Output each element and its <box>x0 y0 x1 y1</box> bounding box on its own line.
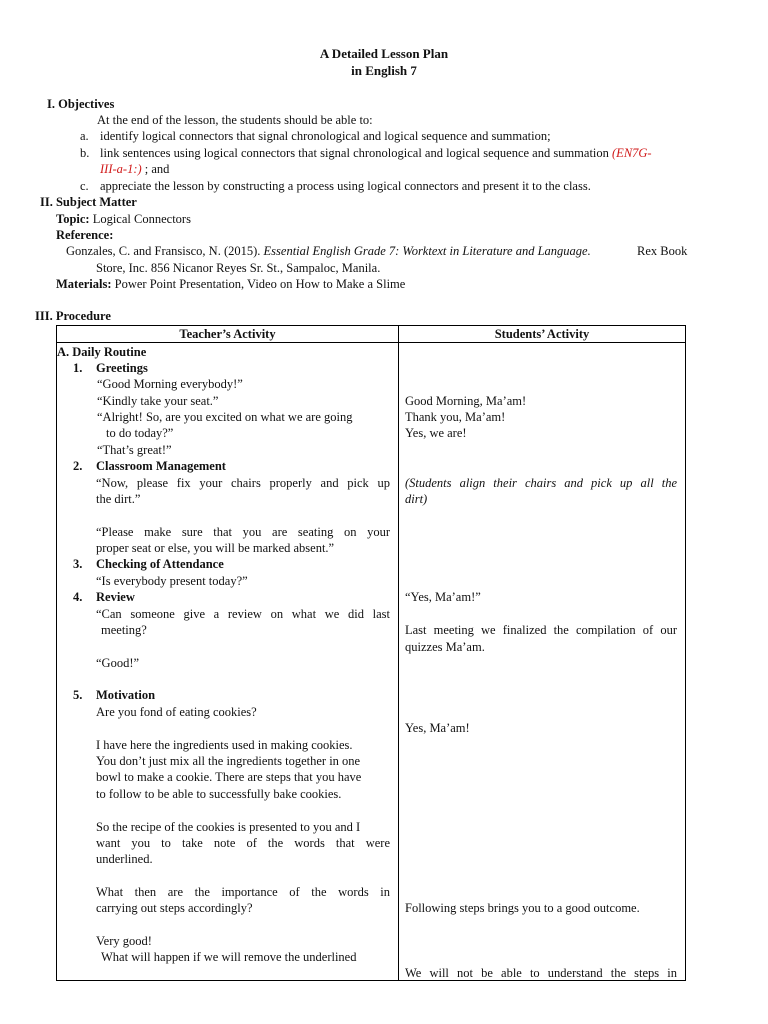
motivation-heading: Motivation <box>96 688 156 702</box>
teacher-motivation-5: Very good! <box>96 934 152 948</box>
topic-label: Topic: <box>56 212 90 226</box>
teacher-greeting-3a: “Alright! So, are you excited on what we are going <box>97 410 353 424</box>
daily-routine-heading: A. Daily Routine <box>57 345 147 359</box>
teacher-activity-header: Teacher’s Activity <box>57 326 399 343</box>
reference-publisher-a: Rex Book <box>637 244 688 258</box>
objective-a-text: identify logical connectors that signal chronological and logical sequence and summation; <box>100 129 551 143</box>
student-cm-1b: dirt) <box>405 492 428 506</box>
student-greeting-2: Thank you, Ma’am! <box>405 410 506 424</box>
objective-b-tail: ; and <box>141 162 170 176</box>
attendance-number: 3. <box>73 557 83 571</box>
teacher-activity-cell <box>57 343 399 981</box>
teacher-motivation-1: Are you fond of eating cookies? <box>96 705 257 719</box>
teacher-motivation-3b: want you to take note of the words that were <box>96 836 390 850</box>
document-title <box>0 46 768 79</box>
review-number: 4. <box>73 590 83 604</box>
reference-authors: Gonzales, C. and Fransisco, N. (2015). <box>66 244 261 258</box>
teacher-cm-2a: “Please make sure that you are seating on your <box>96 525 390 539</box>
materials-value: Power Point Presentation, Video on How to Make a Slime <box>114 277 406 291</box>
teacher-motivation-2b: You don’t just mix all the ingredients together in one <box>96 754 361 768</box>
student-attendance-1: “Yes, Ma’am!” <box>405 590 481 604</box>
teacher-motivation-2c: bowl to make a cookie. There are steps that you have <box>96 770 362 784</box>
curriculum-code-part1: (EN7G- <box>612 146 652 160</box>
curriculum-code-part2: III-a-1:) <box>100 162 142 176</box>
reference-publisher-b: Store, Inc. 856 Nicanor Reyes Sr. St., Sampaloc, Manila. <box>96 261 381 275</box>
students-activity-cell <box>399 343 686 981</box>
teacher-greeting-3b: to do today?” <box>106 426 174 440</box>
objective-a-marker: a. <box>80 129 89 143</box>
reference-label: Reference: <box>56 228 114 242</box>
teacher-attendance-1: “Is everybody present today?” <box>96 574 248 588</box>
teacher-motivation-3c: underlined. <box>96 852 153 866</box>
subject-matter-heading: II. Subject Matter <box>40 195 137 209</box>
materials-line <box>56 276 405 292</box>
student-greeting-1: Good Morning, Ma’am! <box>405 394 527 408</box>
student-cm-1a: (Students align their chairs and pick up all the <box>405 476 677 490</box>
students-activity-header: Students’ Activity <box>399 326 686 343</box>
student-motivation-6: We will not be able to understand the steps in <box>405 966 677 980</box>
teacher-greeting-1: “Good Morning everybody!” <box>97 377 243 391</box>
greetings-heading: Greetings <box>96 361 148 375</box>
motivation-number: 5. <box>73 688 83 702</box>
student-review-1b: quizzes Ma’am. <box>405 640 485 654</box>
greetings-number: 1. <box>73 361 83 375</box>
attendance-heading: Checking of Attendance <box>96 557 224 571</box>
teacher-motivation-2d: to follow to be able to successfully bake cookies. <box>96 787 342 801</box>
teacher-motivation-6: What will happen if we will remove the underlined <box>101 950 357 964</box>
student-motivation-4: Following steps brings you to a good outcome. <box>405 901 640 915</box>
teacher-greeting-2: “Kindly take your seat.” <box>97 394 219 408</box>
teacher-review-2: “Good!” <box>96 656 140 670</box>
topic-value: Logical Connectors <box>92 212 191 226</box>
title-line-2: in English 7 <box>351 62 417 78</box>
objectives-intro: At the end of the lesson, the students should be able to: <box>97 113 373 127</box>
student-greeting-3: Yes, we are! <box>405 426 467 440</box>
teacher-motivation-3a: So the recipe of the cookies is presented to you and I <box>96 820 361 834</box>
reference-title: Essential English Grade 7: Worktext in Literature and Language. <box>263 244 591 258</box>
objective-b-body: link sentences using logical connectors that signal chronological and logical sequence and summation <box>100 146 609 160</box>
review-heading: Review <box>96 590 135 604</box>
title-line-1: A Detailed Lesson Plan <box>319 46 449 61</box>
teacher-motivation-4b: carrying out steps accordingly? <box>96 901 253 915</box>
objective-c-text: appreciate the lesson by constructing a process using logical connectors and present it to the class. <box>100 179 591 193</box>
objective-b-text <box>100 145 652 161</box>
materials-label: Materials: <box>56 277 112 291</box>
procedure-table <box>56 325 686 981</box>
classroom-mgmt-number: 2. <box>73 459 83 473</box>
procedure-heading: III. Procedure <box>35 309 111 323</box>
teacher-motivation-4a: What then are the importance of the words in <box>96 885 390 899</box>
student-motivation-1: Yes, Ma’am! <box>405 721 470 735</box>
teacher-cm-2b: proper seat or else, you will be marked absent.” <box>96 541 335 555</box>
reference-citation <box>66 243 591 259</box>
teacher-cm-1b: the dirt.” <box>96 492 141 506</box>
objective-c-marker: c. <box>80 179 89 193</box>
procedure-header-row <box>57 326 686 343</box>
classroom-mgmt-heading: Classroom Management <box>96 459 226 473</box>
procedure-row <box>57 343 686 981</box>
topic-line <box>56 211 191 227</box>
student-review-1a: Last meeting we finalized the compilation of our <box>405 623 677 637</box>
teacher-review-1a: “Can someone give a review on what we did last <box>96 607 390 621</box>
teacher-motivation-2a: I have here the ingredients used in making cookies. <box>96 738 353 752</box>
objective-b-marker: b. <box>80 146 90 160</box>
teacher-cm-1a: “Now, please fix your chairs properly and pick up <box>96 476 390 490</box>
teacher-review-1b: meeting? <box>101 623 147 637</box>
objective-b-continuation <box>100 161 169 177</box>
teacher-greeting-4: “That’s great!” <box>97 443 172 457</box>
objectives-heading: I. Objectives <box>47 97 115 111</box>
